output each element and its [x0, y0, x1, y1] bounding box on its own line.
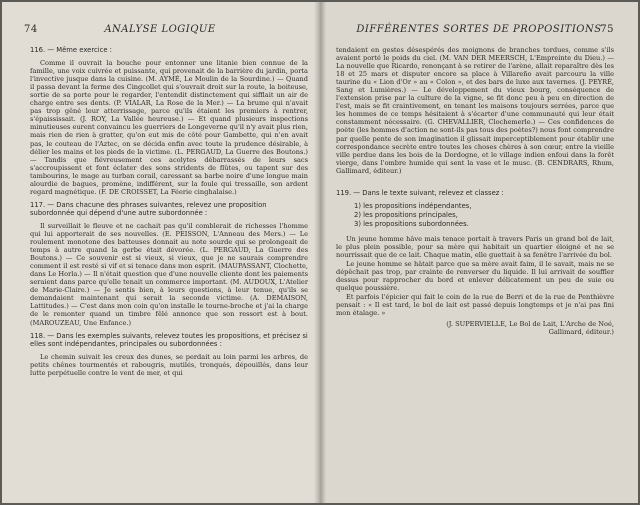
left-page-content [30, 46, 308, 497]
running-title: DIFFÉRENTES SORTES DE PROPOSITIONS [356, 24, 602, 35]
exercise-118-heading: 118. — Dans les exemples suivants, relevez toutes les propositions, et précisez si elles sont indépendantes, principales ou subordonnées : [30, 331, 308, 348]
exercise-119-paragraph: Un jeune homme hâve mais tenace portait à travers Paris un grand bol de lait, le plus plein possible, pour sa mère qui habitait un quartier éloigné et ne se nourrissait que de ce lait. Chaque matin, elle guettait à sa fenêtre l'arrivée du bol. [336, 234, 614, 259]
exercise-119-paragraph: Le jeune homme se hâtait parce que sa mère avait faim, il le savait, mais ne se dépêchait pas trop, par crainte de renverser du liquide. Il lui arrivait de souffler dessus pour rapprocher du bord et enlever délicatement un peu de suie ou quelque poussière. [336, 259, 614, 293]
page-number: 74 [24, 24, 38, 35]
source-line: Gallimard, éditeur.) [548, 328, 614, 337]
option-item: 1) les propositions indépendantes, [354, 201, 472, 210]
exercise-119-paragraph: Et parfois l'épicier qui fait le coin de la rue de Berri et de la rue de Penthièvre pensait : « Il est tard, le bol de lait est passé depuis longtemps et je n'ai pas fini mon étalage. » [336, 293, 614, 318]
left-page-header [2, 24, 318, 38]
exercise-116-text: Comme il ouvrait la bouche pour entonner une litanie bien connue de la famille, une voix cuivrée et puissante, qui provenait de la barrière du jardin, porta l'invective jusque dans la cuisine. (M. AYMÉ, Le Moulin de la Sourdine.) — Quand il passa devant la ferme des Cingcollet qui s'ouvrait droit sur la route, la boiteuse, sortie de sa porte pour le regarder, l'entendit distinctement qui sifflait un air de charge entre ses dents. (P. VIALAR, La Rose de la Mer.) — La brume qui n'avait pas trop gêné leur atterrissage, parce qu'ils étaient les premiers à rentrer, s'épaississait. (J. ROY, La Vallée heureuse.) — Et quand plusieurs inspections minutieuses eurent convaincu les guerriers de Longeverne qu'il n'y avait plus rien, mais rien de rien à gratter, qu'on eut mis de côté pour Gambette, qui n'en avait pas, le couteau de l'Aztec, on se décida enfin avec toute la prudence désirable, à délier les mains et les pieds de la victime. (L. PERGAUD, La Guerre des Boutons.) — Tandis que fiévreusement ces acolytes débarrassés de leurs sacs s'accroupissent et font éclater des sons stridents de flûtes, ou tapent sur des tambourins, le mage au turban corail, caressant sa barbe noire d'une longue main alourdie de bagues, promène, indifférent, sur la foule qui tressaille, son ardent regard magnétique. (F. DE CROISSET, La Féerie cinghalaise.) [30, 59, 308, 196]
right-page-content [336, 46, 614, 497]
option-item: 2) les propositions principales, [354, 210, 458, 219]
right-page [320, 2, 638, 503]
right-page-header [320, 24, 638, 38]
page-number: 75 [600, 24, 614, 35]
exercise-119-heading: 119. — Dans le texte suivant, relevez et classez : [336, 188, 504, 197]
option-item: 3) les propositions subordonnées. [354, 219, 469, 228]
book-spread [2, 2, 638, 503]
book-gutter [314, 2, 326, 503]
exercise-119-source [336, 320, 614, 336]
exercise-117-text: Il surveillait le fleuve et ne cachait pas qu'il comblerait de richesses l'homme qui lui apporterait de ses nouvelles. (E. PEISSON, L'Anneau des Mers.) — Le roulement monotone des batteuses donnait au note sourde qui se prolongeait de temps à autre quand la gerbe était dévorée. (L. PERGAUD, La Guerre des Boutons.) — Ce souvenir est si vieux, si vieux, que je ne saurais comprendre comment il est resté si vif et si tenace dans mon esprit. (MAUPASSANT, Clochette, dans Le Horla.) — Il n'était question que d'une nouvelle cliente dont les paiements seraient dans parce qu'elle tenait un commerce important. (M. AUDOUX, L'Atelier de Marie-Claire.) — Je sentis bien, à leurs questions, à leur tenue, qu'ils se demandaient maintenant qui serait la seconde victime. (A. DEMAISON, Lattitudes.) — C'est dans mon coin qu'on installe le tourne-broche et j'ai la charge de le remonter quand un timbre fêlé annonce que son ressort est à bout. (MAROUZEAU, Une Enfance.) [30, 221, 308, 327]
exercise-118-continuation: tendaient en gestes désespérés des moignons de branches tordues, comme s'ils avaient porté le poids du ciel. (M. VAN DER MEERSCH, L'Empreinte du Dieu.) — La nouvelle que Ricardo, renonçant à se retirer de l'arène, allait reparaître dès les 18 et 25 mars et disputer encore sa place à Villareño avait parcouru la ville taurine du « Lion d'Or » au « Colon », et des bars de luxe aux tavernes. (J. PEYRÉ, Sang et Lumières.) — Le développement du vieux bourg, conséquence de l'extension prise par la culture de la vigne, se fit donc peu à peu en direction de l'est, mais se fit craintivement, en tenant les maisons toujours serrées, parce que les hommes de ce temps hésitaient à s'écarter d'une communauté qui leur était constamment nécessaire. (G. CHEVALLIER, Clochemerle.) — Ces confidences de poète (les hommes d'action ne sont-ils pas tous des poètes?) nous font comprendre par quelle pente de son imagination il glissait imperceptiblement pour établir une correspondance secrète entre toutes les choses chères à son cœur, entre la vieille ville perdue dans les bois de la Dordogne, et le village indien enfoui dans la forêt vierge, dans l'ombre humide qui sent la vase et le musc. (B. CENDRARS, Rhum, Gallimard, éditeur.) [336, 46, 614, 175]
exercise-119-options [354, 202, 614, 229]
section-spacer [336, 176, 614, 184]
exercise-116-heading: 116. — Même exercice : [30, 46, 112, 54]
left-page [2, 2, 318, 503]
exercise-117-heading: 117. — Dans chacune des phrases suivantes, relevez une proposition subordonnée qui dépend d'une autre subordonnée : [30, 200, 267, 217]
running-title: ANALYSE LOGIQUE [104, 24, 216, 35]
exercise-118-text: Le chemin suivait les creux des dunes, se perdait au loin parmi les arbres, de petits chênes tourmentés et rabougris, mutilés, tronqués, dépouillés, dans leur lutte perpétuelle contre le vent de mer, et qui [30, 352, 308, 377]
source-line: (J. SUPERVIELLE, Le Bol de Lait, L'Arche de Noé, [446, 320, 614, 329]
